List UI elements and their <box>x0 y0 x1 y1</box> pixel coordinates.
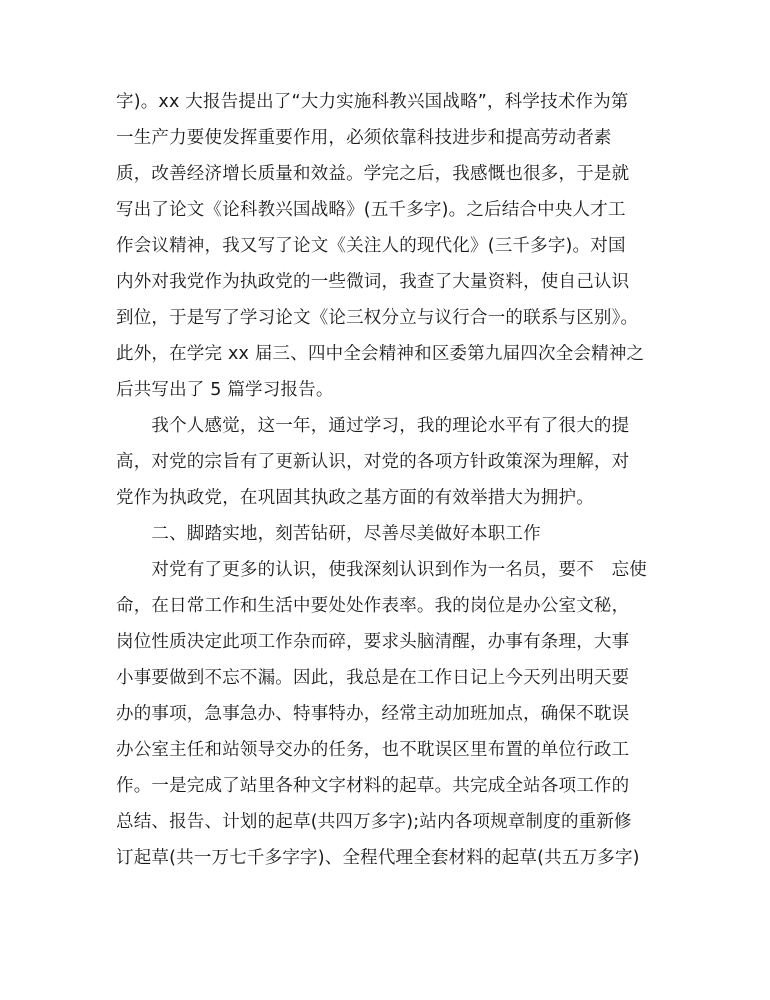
text-line: 订起草(共一万七千多字字)、全程代理全套材料的起草(共五万多字) <box>116 848 640 868</box>
text-line: 此外，在学完 xx 届三、四中全会精神和区委第九届四次全会精神之 <box>116 344 645 364</box>
text-line: 小事要做到不忘不漏。因此，我总是在工作日记上今天列出明天要 <box>116 668 630 688</box>
text-line: 作。一是完成了站里各种文字材料的起草。共完成全站各项工作的 <box>116 776 630 796</box>
paragraph-start-line: 我个人感觉，这一年，通过学习，我的理论水平有了很大的提 <box>116 416 630 436</box>
text-line: 总结、报告、计划的起草(共四万多字);站内各项规章制度的重新修 <box>116 812 632 832</box>
section-heading: 二、脚踏实地，刻苦钻研，尽善尽美做好本职工作 <box>116 524 541 544</box>
text-line: 作会议精神，我又写了论文《关注人的现代化》(三千多字)。对国 <box>116 236 626 256</box>
text-line: 后共写出了 5 篇学习报告。 <box>116 380 334 400</box>
paragraph-start-line: 对党有了更多的认识，使我深刻认识到作为一名员，要不 忘使 <box>116 560 647 580</box>
text-line: 写出了论文《论科教兴国战略》(五千多字)。之后结合中央人才工 <box>116 200 626 220</box>
text-line: 内外对我党作为执政党的一些微词，我查了大量资料，使自己认识 <box>116 272 630 292</box>
text-line: 到位，于是写了学习论文《论三权分立与议行合一的联系与区别》。 <box>116 308 639 328</box>
text-line: 高，对党的宗旨有了更新认识，对党的各项方针政策深为理解，对 <box>116 452 630 472</box>
text-line: 办公室主任和站领导交办的任务，也不耽误区里布置的单位行政工 <box>116 740 630 760</box>
text-line: 字)。xx 大报告提出了“大力实施科教兴国战略”，科学技术作为第 <box>116 92 629 112</box>
text-line: 岗位性质决定此项工作杂而碎，要求头脑清醒，办事有条理，大事 <box>116 632 630 652</box>
text-line: 命，在日常工作和生活中要处处作表率。我的岗位是办公室文秘， <box>116 596 630 616</box>
text-line: 办的事项，急事急办、特事特办，经常主动加班加点，确保不耽误 <box>116 704 630 724</box>
text-line: 党作为执政党，在巩固其执政之基方面的有效举措大为拥护。 <box>116 488 594 508</box>
text-line: 一生产力要使发挥重要作用，必须依靠科技进步和提高劳动者素 <box>116 128 612 148</box>
text-line: 质，改善经济增长质量和效益。学完之后，我感慨也很多，于是就 <box>116 164 630 184</box>
